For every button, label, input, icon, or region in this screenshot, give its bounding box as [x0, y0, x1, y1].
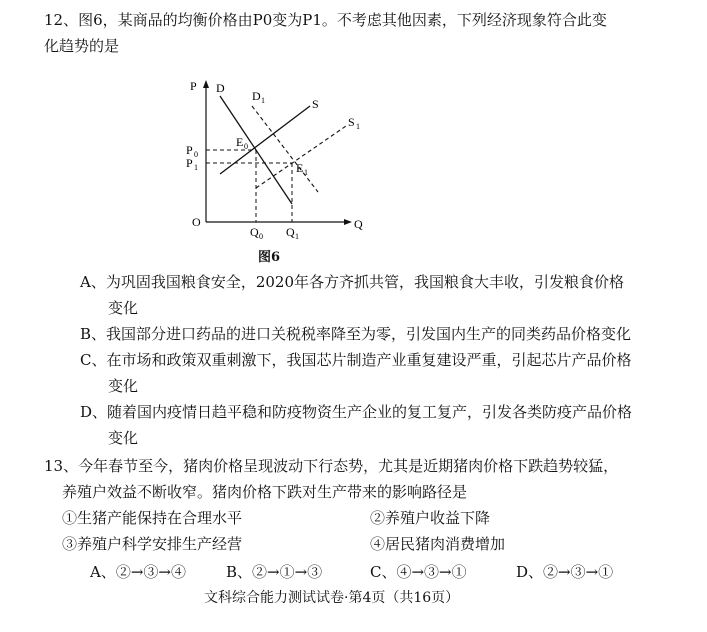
- e0-label: E: [236, 135, 244, 149]
- p0-label: P: [186, 143, 193, 157]
- q13-stem-line1: 13、今年春节至今，猪肉价格呈现波动下行态势，尤其是近期猪肉价格下跌趋势较猛，: [44, 457, 619, 475]
- q13-choice-c: C、④→③→①: [370, 563, 467, 581]
- e1-label: E: [296, 161, 304, 175]
- demand-curve-d1: [252, 106, 318, 192]
- p1-label: P: [186, 156, 193, 170]
- s-label: S: [312, 97, 319, 111]
- p-axis-label: P: [190, 79, 197, 93]
- q13-choice-b: B、②→①→③: [226, 563, 323, 581]
- q13-choice-d: D、②→③→①: [516, 563, 614, 581]
- origin-label: O: [192, 215, 201, 229]
- q13-item-3: ③养殖户科学安排生产经营: [62, 535, 243, 553]
- p1-label-sub: 1: [194, 163, 198, 172]
- q12-stem-line2: 化趋势的是: [44, 37, 120, 55]
- e0-label-sub: 0: [244, 142, 248, 151]
- d1-label: D: [252, 89, 261, 103]
- q1-label-sub: 1: [295, 232, 299, 239]
- supply-demand-figure: [182, 74, 372, 239]
- option-a-line1: A、为巩固我国粮食安全，2020年各方齐抓共管，我国粮食大丰收，引发粮食价格: [80, 273, 625, 291]
- s1-label-sub: 1: [356, 122, 360, 131]
- e1-label-sub: 1: [304, 168, 308, 177]
- d1-label-sub: 1: [261, 96, 265, 105]
- option-c-line1: C、在市场和政策双重刺激下，我国芯片制造产业重复建设严重，引起芯片产品价格: [80, 351, 632, 369]
- option-c-line2: 变化: [108, 377, 139, 395]
- q13-item-1: ①生猪产能保持在合理水平: [62, 509, 243, 527]
- p-axis-arrow: [203, 80, 209, 88]
- q-axis-arrow: [344, 219, 352, 225]
- option-d-line1: D、随着国内疫情日趋平稳和防疫物资生产企业的复工复产，引发各类防疫产品价格: [80, 403, 633, 421]
- figure-caption: 图6: [258, 250, 281, 265]
- d-label: D: [216, 81, 225, 95]
- option-b-line1: B、我国部分进口药品的进口关税税率降至为零，引发国内生产的同类药品价格变化: [80, 325, 632, 343]
- q0-label-sub: 0: [259, 232, 263, 239]
- p0-label-sub: 0: [194, 150, 198, 159]
- q13-item-4: ④居民猪肉消费增加: [370, 535, 506, 553]
- q1-label: Q: [286, 225, 295, 239]
- supply-curve-s1: [256, 126, 346, 188]
- q12-stem-line1: 12、图6，某商品的均衡价格由P0变为P1。不考虑其他因素，下列经济现象符合此变: [44, 11, 607, 29]
- q13-item-2: ②养殖户收益下降: [370, 509, 491, 527]
- q0-label: Q: [250, 225, 259, 239]
- option-d-line2: 变化: [108, 429, 139, 447]
- s1-label: S: [348, 115, 355, 129]
- q13-stem-line2: 养殖户效益不断收窄。猪肉价格下跌对生产带来的影响路径是: [62, 483, 468, 501]
- page-footer: 文科综合能力测试试卷·第4页（共16页）: [204, 590, 460, 606]
- option-a-line2: 变化: [108, 299, 139, 317]
- q13-choice-a: A、②→③→④: [90, 563, 186, 581]
- q-axis-label: Q: [354, 217, 363, 231]
